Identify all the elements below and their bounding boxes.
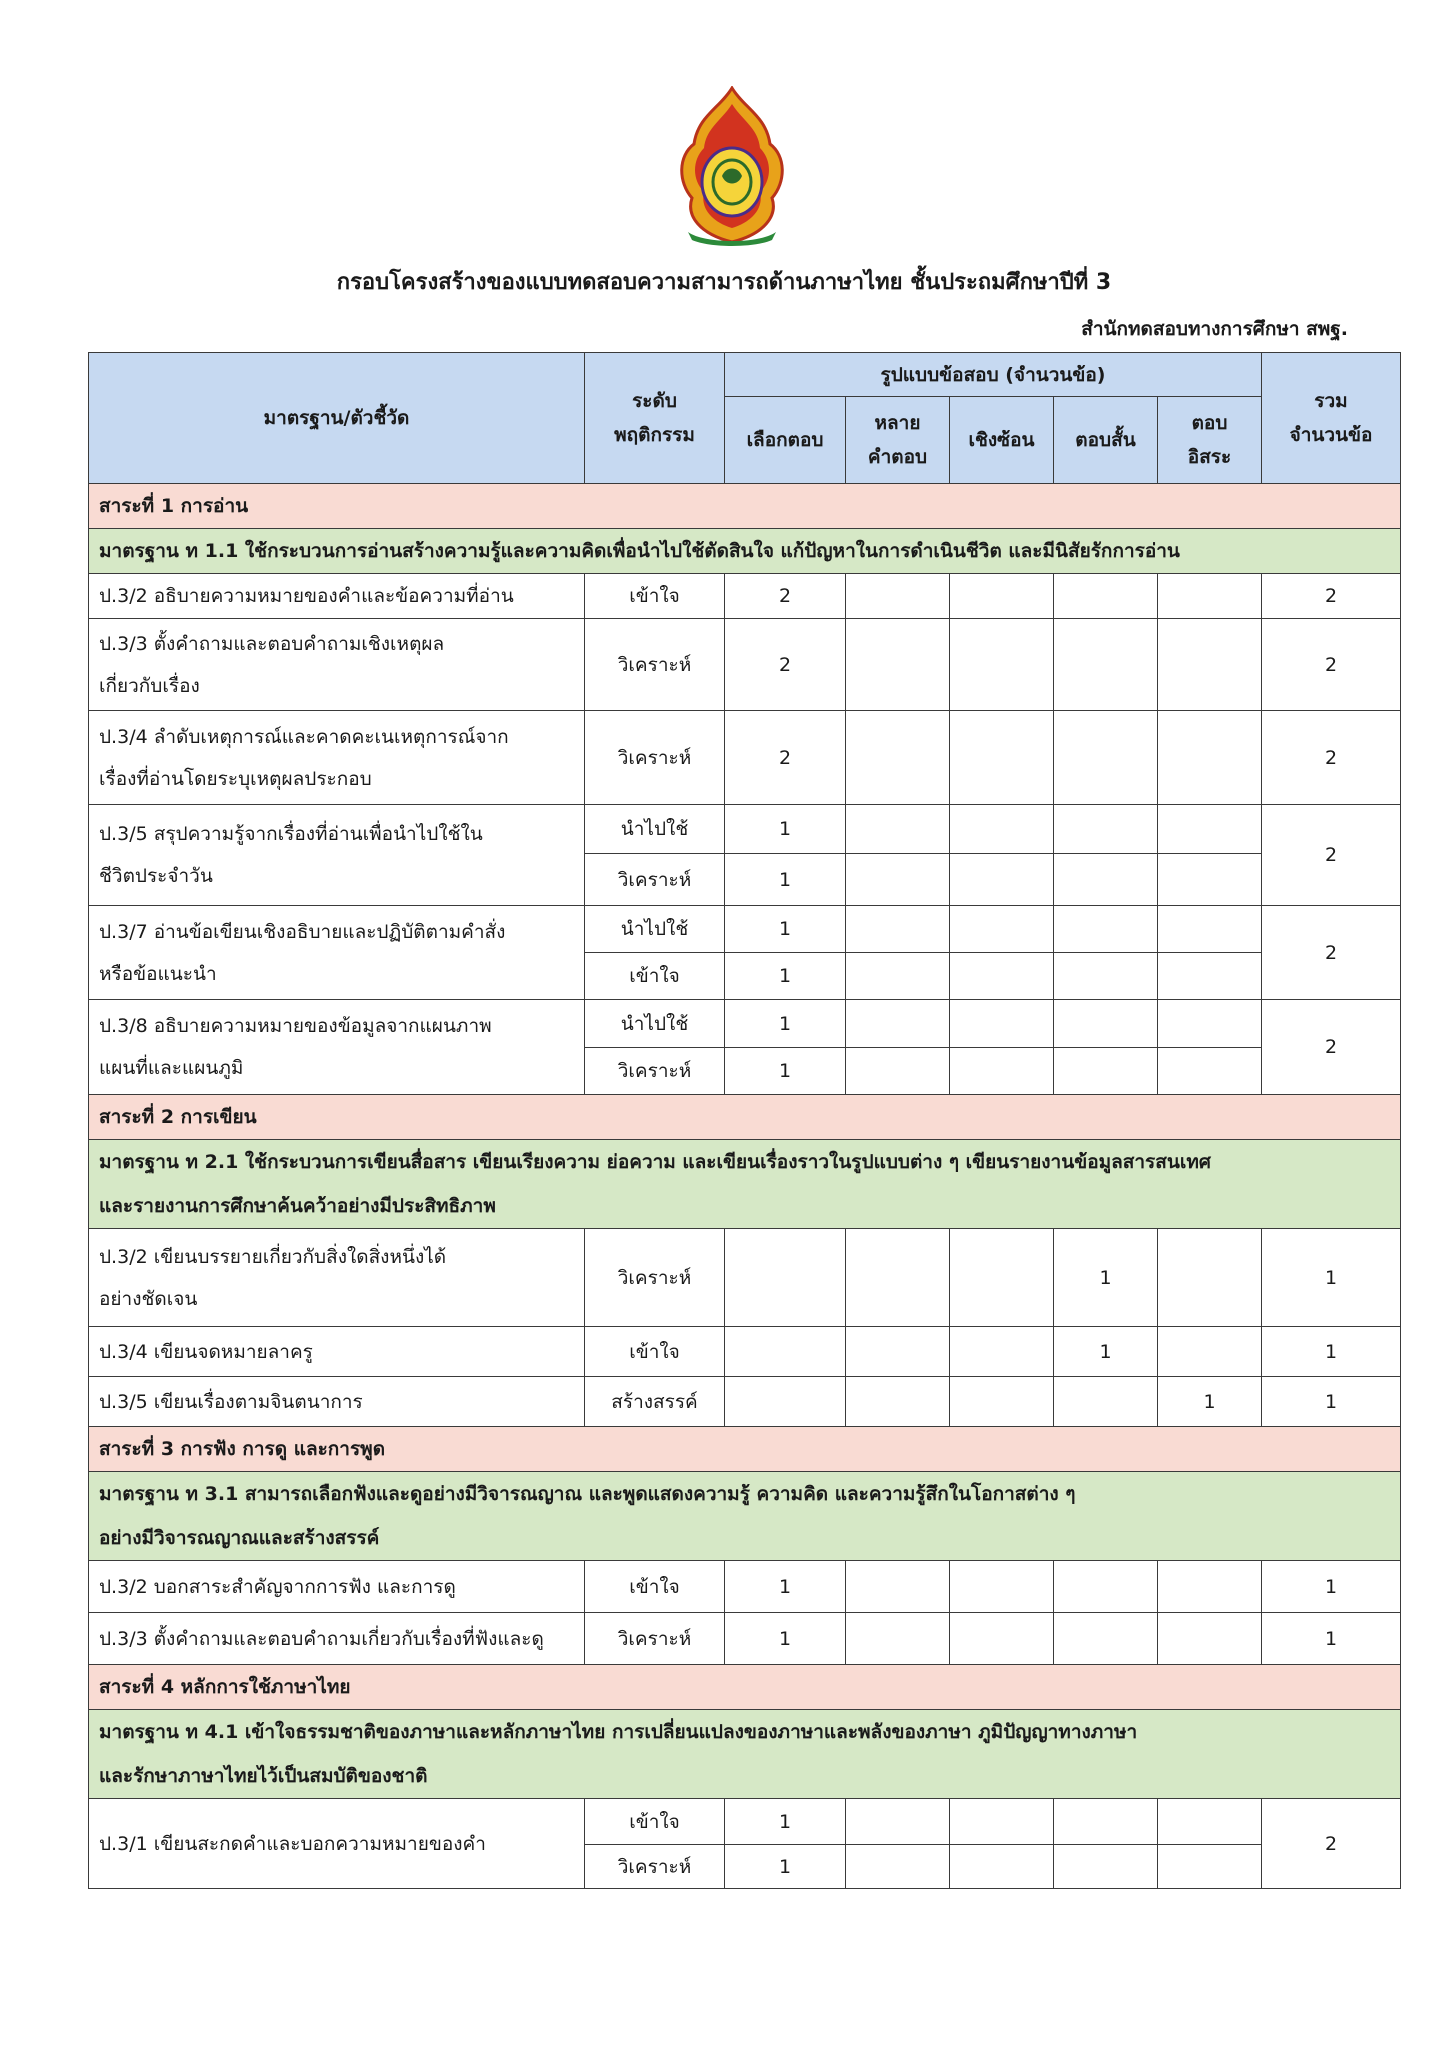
level-cell: วิเคราะห์ <box>585 619 725 711</box>
header-complex: เชิงซ้อน <box>950 397 1054 484</box>
table-row <box>89 1000 1401 1048</box>
indicator-cell: ป.3/3 ตั้งคำถามและตอบคำถามเชิงเหตุผล เกี่ยวกับเรื่อง <box>89 619 585 711</box>
indicator-cell: ป.3/7 อ่านข้อเขียนเชิงอธิบายและปฏิบัติตามคำสั่ง หรือข้อแนะนำ <box>89 906 585 1000</box>
test-blueprint-table <box>88 352 1401 1889</box>
header-behavior-level: ระดับ พฤติกรรม <box>585 353 725 484</box>
level-cell: สร้างสรรค์ <box>585 1377 725 1427</box>
strand-row <box>89 484 1401 529</box>
table-row <box>89 805 1401 854</box>
indicator-cell: ป.3/5 เขียนเรื่องตามจินตนาการ <box>89 1377 585 1427</box>
standard-row <box>89 1710 1401 1799</box>
obec-emblem-logo <box>674 86 790 246</box>
table-row <box>89 906 1401 953</box>
indicator-cell: ป.3/2 อธิบายความหมายของคำและข้อความที่อ่าน <box>89 574 585 619</box>
total-cell: 1 <box>1262 1613 1401 1665</box>
total-cell: 2 <box>1262 619 1401 711</box>
total-cell: 2 <box>1262 1000 1401 1095</box>
table-row <box>89 1613 1401 1665</box>
level-cell: เข้าใจ <box>585 1561 725 1613</box>
strand-row <box>89 1665 1401 1710</box>
level-cell: เข้าใจ <box>585 574 725 619</box>
short-answer-count-cell: 1 <box>1054 1229 1158 1327</box>
table-header-row <box>89 353 1401 397</box>
standard-text: มาตรฐาน ท 2.1 ใช้กระบวนการเขียนสื่อสาร เขียนเรียงความ ย่อความ และเขียนเรื่องราวในรูปแบบต่าง ๆ เขียนรายงานข้อมูลสารสนเทศ และรายงานการศึกษาค้นคว้าอย่างมีประสิทธิภาพ <box>89 1140 1401 1229</box>
mc-count-cell: 1 <box>725 953 846 1000</box>
standard-text: มาตรฐาน ท 4.1 เข้าใจธรรมชาติของภาษาและหลักภาษาไทย การเปลี่ยนแปลงของภาษาและพลังของภาษา ภูมิปัญญาทางภาษา และรักษาภาษาไทยไว้เป็นสมบัติของชาติ <box>89 1710 1401 1799</box>
level-cell: วิเคราะห์ <box>585 711 725 805</box>
mc-count-cell: 1 <box>725 805 846 854</box>
header-total-items: รวม จำนวนข้อ <box>1262 353 1401 484</box>
total-cell: 2 <box>1262 805 1401 906</box>
strand-row <box>89 1427 1401 1472</box>
header-test-format: รูปแบบข้อสอบ (จำนวนข้อ) <box>725 353 1262 397</box>
indicator-cell: ป.3/3 ตั้งคำถามและตอบคำถามเกี่ยวกับเรื่องที่ฟังและดู <box>89 1613 585 1665</box>
level-cell: วิเคราะห์ <box>585 1048 725 1095</box>
issuing-office: สำนักทดสอบทางการศึกษา สพฐ. <box>1081 318 1348 340</box>
header-free-response: ตอบ อิสระ <box>1158 397 1262 484</box>
mc-count-cell: 2 <box>725 619 846 711</box>
table-row <box>89 1561 1401 1613</box>
mc-count-cell: 1 <box>725 1000 846 1048</box>
indicator-cell: ป.3/4 เขียนจดหมายลาครู <box>89 1327 585 1377</box>
level-cell: เข้าใจ <box>585 1327 725 1377</box>
document-title: กรอบโครงสร้างของแบบทดสอบความสามารถด้านภาษาไทย ชั้นประถมศึกษาปีที่ 3 <box>336 270 1112 295</box>
level-cell: เข้าใจ <box>585 953 725 1000</box>
mc-count-cell: 1 <box>725 1613 846 1665</box>
standard-row <box>89 1140 1401 1229</box>
strand-title: สาระที่ 4 หลักการใช้ภาษาไทย <box>89 1665 1401 1710</box>
level-cell: วิเคราะห์ <box>585 1229 725 1327</box>
table-row <box>89 1799 1401 1845</box>
indicator-cell: ป.3/1 เขียนสะกดคำและบอกความหมายของคำ <box>89 1799 585 1889</box>
level-cell: นำไปใช้ <box>585 805 725 854</box>
total-cell: 2 <box>1262 1799 1401 1889</box>
table-row <box>89 619 1401 711</box>
table-row <box>89 1377 1401 1427</box>
mc-count-cell: 1 <box>725 1561 846 1613</box>
total-cell: 1 <box>1262 1377 1401 1427</box>
mc-count-cell: 1 <box>725 854 846 906</box>
level-cell: วิเคราะห์ <box>585 1845 725 1889</box>
indicator-cell: ป.3/2 เขียนบรรยายเกี่ยวกับสิ่งใดสิ่งหนึ่งได้ อย่างชัดเจน <box>89 1229 585 1327</box>
mc-count-cell: 2 <box>725 711 846 805</box>
level-cell: วิเคราะห์ <box>585 854 725 906</box>
level-cell: วิเคราะห์ <box>585 1613 725 1665</box>
total-cell: 2 <box>1262 711 1401 805</box>
header-multiple-answer: หลาย คำตอบ <box>846 397 950 484</box>
total-cell: 1 <box>1262 1561 1401 1613</box>
table-row <box>89 574 1401 619</box>
strand-title: สาระที่ 3 การฟัง การดู และการพูด <box>89 1427 1401 1472</box>
level-cell: เข้าใจ <box>585 1799 725 1845</box>
indicator-cell: ป.3/4 ลำดับเหตุการณ์และคาดคะเนเหตุการณ์จาก เรื่องที่อ่านโดยระบุเหตุผลประกอบ <box>89 711 585 805</box>
strand-title: สาระที่ 2 การเขียน <box>89 1095 1401 1140</box>
header-short-answer: ตอบสั้น <box>1054 397 1158 484</box>
short-answer-count-cell: 1 <box>1054 1327 1158 1377</box>
table-row <box>89 711 1401 805</box>
level-cell: นำไปใช้ <box>585 1000 725 1048</box>
indicator-cell: ป.3/5 สรุปความรู้จากเรื่องที่อ่านเพื่อนำไปใช้ใน ชีวิตประจำวัน <box>89 805 585 906</box>
mc-count-cell: 2 <box>725 574 846 619</box>
standard-row <box>89 1472 1401 1561</box>
standard-text: มาตรฐาน ท 1.1 ใช้กระบวนการอ่านสร้างความรู้และความคิดเพื่อนำไปใช้ตัดสินใจ แก้ปัญหาในการดำเนินชีวิต และมีนิสัยรักการอ่าน <box>89 529 1401 574</box>
header-standard-indicator: มาตรฐาน/ตัวชี้วัด <box>89 353 585 484</box>
free-response-count-cell: 1 <box>1158 1377 1262 1427</box>
mc-count-cell: 1 <box>725 1048 846 1095</box>
table-row <box>89 1327 1401 1377</box>
total-cell: 1 <box>1262 1229 1401 1327</box>
level-cell: นำไปใช้ <box>585 906 725 953</box>
mc-count-cell: 1 <box>725 906 846 953</box>
total-cell: 1 <box>1262 1327 1401 1377</box>
table-row <box>89 1229 1401 1327</box>
indicator-cell: ป.3/8 อธิบายความหมายของข้อมูลจากแผนภาพ แผนที่และแผนภูมิ <box>89 1000 585 1095</box>
indicator-cell: ป.3/2 บอกสาระสำคัญจากการฟัง และการดู <box>89 1561 585 1613</box>
mc-count-cell: 1 <box>725 1799 846 1845</box>
strand-title: สาระที่ 1 การอ่าน <box>89 484 1401 529</box>
standard-row <box>89 529 1401 574</box>
mc-count-cell: 1 <box>725 1845 846 1889</box>
total-cell: 2 <box>1262 906 1401 1000</box>
total-cell: 2 <box>1262 574 1401 619</box>
standard-text: มาตรฐาน ท 3.1 สามารถเลือกฟังและดูอย่างมีวิจารณญาณ และพูดแสดงความรู้ ความคิด และความรู้สึกในโอกาสต่าง ๆ อย่างมีวิจารณญาณและสร้างสรรค์ <box>89 1472 1401 1561</box>
strand-row <box>89 1095 1401 1140</box>
header-multiple-choice: เลือกตอบ <box>725 397 846 484</box>
